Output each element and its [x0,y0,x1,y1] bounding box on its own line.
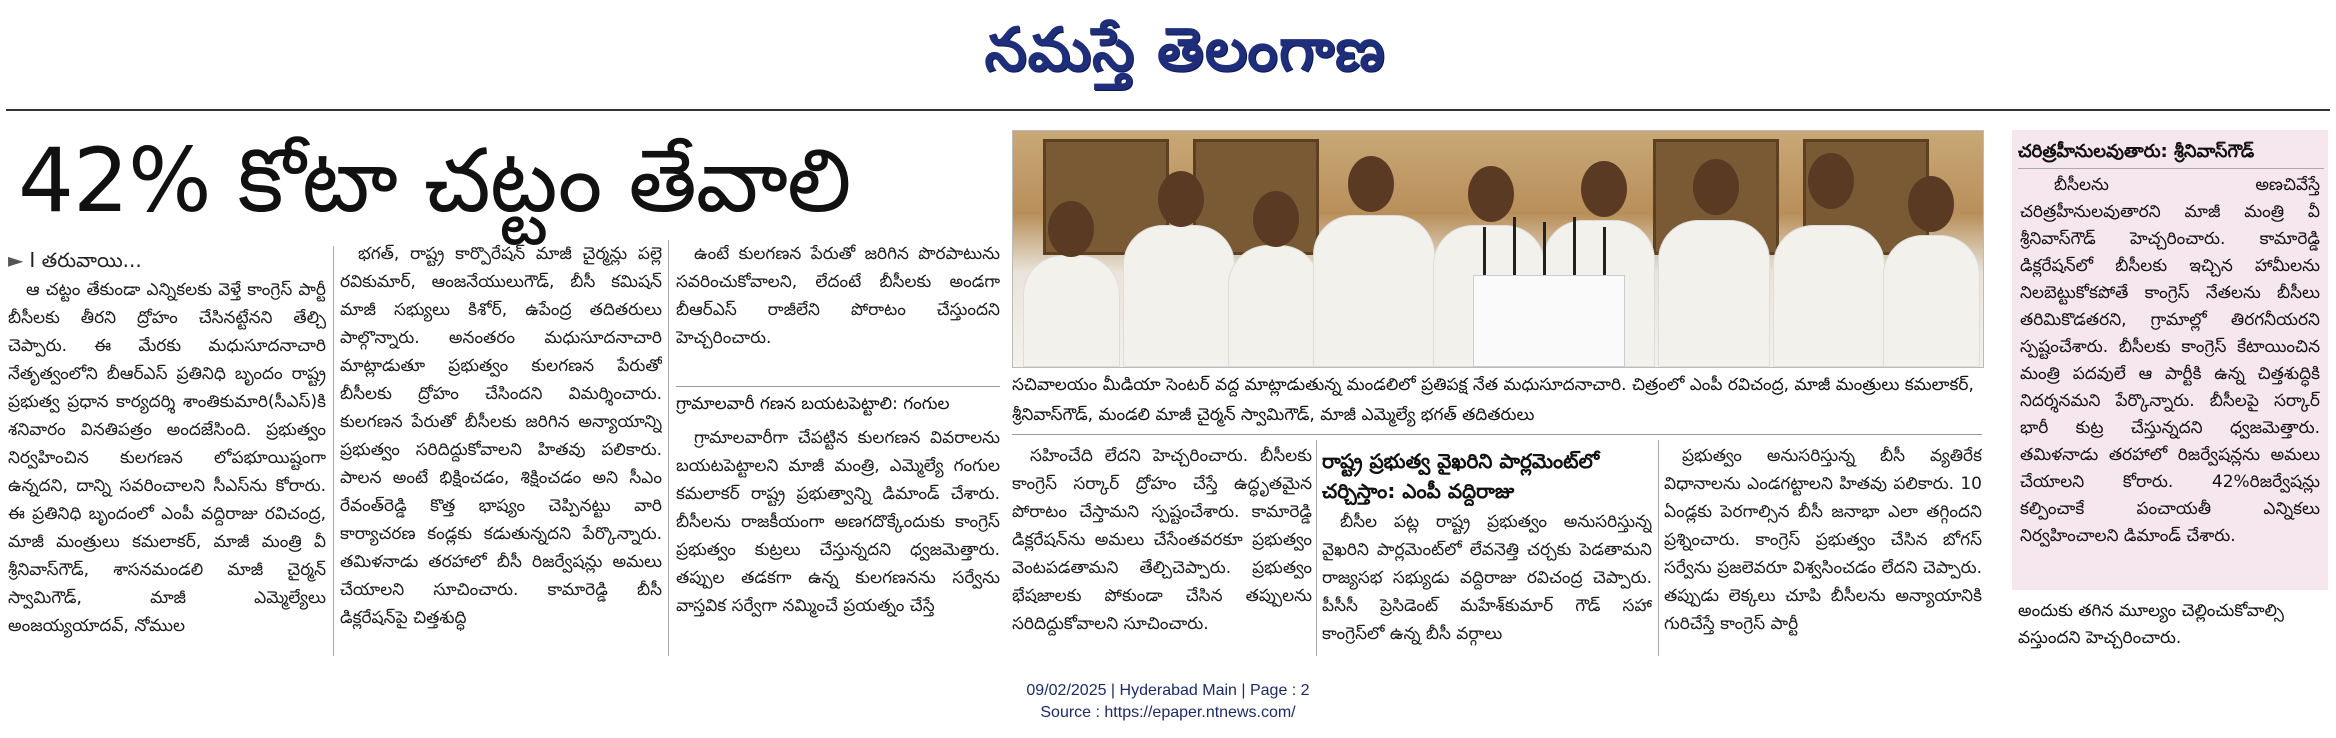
photo-caption: సచివాలయం మీడియా సెంటర్ వద్ద మాట్లాడుతున్న మండలిలో ప్రతిపక్ష నేత మధుసూదనాచారి. చిత్రంలో ఎంపీ రవిచంద్ర, మాజీ మంత్రులు కమలాకర్, శ్రీనివాస్‌గౌడ్, మండలి మాజీ చైర్మన్ స్వామిగౌడ్, మాజీ ఎమ్మెల్యే భగత్ తదితరులు [1012,370,1982,435]
article-column-6 [1664,442,1982,656]
column-text: ప్రభుత్వం అనుసరిస్తున్న బీసీ వ్యతిరేక విధానాలను ఎండగట్టాలని హితవు పలికారు. 10 ఏండ్లకు పెరగాల్సిన బీసీ జనాభా ఎలా తగ్గిందని ప్రశ్నించారు. కాంగ్రెస్ ప్రభుత్వం చేసిన బోగస్ సర్వేను ప్రజలెవరూ విశ్వసించడం లేదని చెప్పారు. తప్పుడు లెక్కలు చూపి బీసీలను అన్యాయానికి గురిచేస్తే కాంగ్రెస్ పార్టీ [1664,446,1982,634]
sidebar-title: చరిత్రహీనులవుతారు: శ్రీనివాస్‌గౌడ్ [2018,136,2324,169]
column-text: భగత్, రాష్ట్ర కార్పొరేషన్ మాజీ చైర్మన్లు పల్లె రవికుమార్, ఆంజనేయులుగౌడ్, బీసీ కమిషన్ మాజీ సభ్యులు కిశోర్, ఉపేంద్ర తదితరులు పాల్గొన్నారు. అనంతరం మధుసూదనాచారి మాట్లాడుతూ ప్రభుత్వం కులగణన పేరుతో బీసీలకు ద్రోహం చేసిందని విమర్శించారు. కులగణన పేరుతో బీసీలకు జరిగిన అన్యాయాన్ని ప్రభుత్వం సరిదిద్దుకోవాలని హితవు పలికారు. పాలన అంటే భిక్షించడం, శిక్షించడం అని సీఎం రేవంత్‌రెడ్డి కొత్త భాష్యం చెప్పినట్టు వారి కార్యాచరణ కండ్లకు కడుతున్నదని పేర్కొన్నారు. తమిళనాడు తరహాలో బీసీ రిజర్వేషన్లు అమలు చేయాలని సూచించారు. కామారెడ్డి బీసీ డిక్లరేషన్‌పై చిత్తశుద్ధి [340,244,662,628]
sidebar-body [2020,172,2320,582]
continuation-text: అందుకు తగిన మూల్యం చెల్లించుకోవాల్సి వస్తుందని హెచ్చరించారు. [2018,601,2284,648]
kicker-text: I తరువాయి... [29,248,142,272]
column-text: ఆ చట్టం తేకుండా ఎన్నికలకు వెళ్తే కాంగ్రెస్ పార్టీ బీసీలకు తీరని ద్రోహం చేసినట్టేనని తేల్చి చెప్పారు. ఈ మేరకు మధుసూదనాచారి నేతృత్వంలోని బీఆర్ఎస్ ప్రతినిధి బృందం రాష్ట్ర ప్రభుత్వ ప్రధాన కార్యదర్శి శాంతికుమారి(సీఎస్)కి శనివారం వినతిపత్రం అందజేసింది. ప్రభుత్వం నిర్వహించిన కులగణన లోపభూయిష్టంగా ఉన్నదని, దాన్ని సవరించాలని సీఎస్‌ను కోరారు. ఈ ప్రతినిధి బృందంలో ఎంపీ వద్దిరాజు రవిచంద్ర, మాజీ మంత్రులు కమలాకర్, మాజీ మంత్రి వీ శ్రీనివాస్‌గౌడ్, శాసనమండలి మాజీ చైర్మన్ స్వామిగౌడ్, మాజీ ఎమ్మెల్యేలు అంజయ్యయాదవ్, నోముల [8,280,326,636]
article-column-1 [8,276,326,656]
article-column-3-top [676,240,1000,352]
column-divider [1316,440,1317,656]
masthead [0,0,2336,108]
article-column-2 [340,240,662,656]
news-photo [1012,130,1984,368]
footer-source-line: Source : https://epaper.ntnews.com/ [1040,704,1296,721]
footer-date-line: 09/02/2025 | Hyderabad Main | Page : 2 [1026,682,1310,699]
column-text: ఉంటే కులగణన పేరుతో జరిగిన పొరపాటును సవరించుకోవాలని, లేదంటే బీసీలకు అండగా బీఆర్ఎస్ రాజీలేని పోరాటం చేస్తుందని హెచ్చరించారు. [676,244,1000,348]
masthead-divider [6,109,2330,111]
chevron-right-icon: ► [8,248,24,272]
article-column-5 [1322,508,1652,656]
column-text: గ్రామాలవారీగా చేపట్టిన కులగణన వివరాలను బయటపెట్టాలని మాజీ మంత్రి, ఎమ్మెల్యే గంగుల కమలాకర్ రాష్ట్ర ప్రభుత్వాన్ని డిమాండ్ చేశారు. బీసీలను రాజకీయంగా అణగదొక్కేందుకు కాంగ్రెస్ ప్రభుత్వం కుట్రలు చేస్తున్నదని ధ్వజమెత్తారు. తప్పుల తడకగా ఉన్న కులగణనను సర్వేను వాస్తవిక సర్వేగా నమ్మించే ప్రయత్నం చేస్తే [676,428,1000,616]
column-divider [1658,440,1659,656]
subhead-parliament: రాష్ట్ర ప్రభుత్వ వైఖరిని పార్లమెంట్‌లో చర్చిస్తాం: ఎంపీ వద్దిరాజు [1322,449,1600,503]
column-text: బీసీల పట్ల రాష్ట్ర ప్రభుత్వం అనుసరిస్తున్న వైఖరిని పార్లమెంట్‌లో లేవనెత్తి చర్చకు పెడతామని రాజ్యసభ సభ్యుడు వద్దిరాజు రవిచంద్ర చెప్పారు. పీసీసీ ప్రెసిడెంట్ మహేశ్‌కుమార్ గౌడ్ సహా కాంగ్రెస్‌లో ఉన్న బీసీ వర్గాలు [1322,512,1652,644]
article-column-4 [1012,442,1312,656]
article-column-3-bottom [676,424,1000,656]
column-divider [333,246,334,656]
column-divider [668,240,669,656]
article-headline: 42% కోటా చట్టం తేవాలి [18,129,851,232]
sidebar-text: బీసీలను అణచివేస్తే చరిత్రహీనులవుతారని మాజీ మంత్రి వీ శ్రీనివాస్‌గౌడ్ హెచ్చరించారు. కామారెడ్డి డిక్లరేషన్‌లో బీసీలకు ఇచ్చిన హామీలను నిలబెట్టుకోకపోతే కాంగ్రెస్ నేతలను బీసీలు తరిమికొడతరని, గ్రామాల్లో తిరగనీయరని స్పష్టంచేశారు. బీసీలకు కాంగ్రెస్ కేటాయించిన మంత్రి పదవులే ఆ పార్టీకి ఉన్న చిత్తశుద్ధికి నిదర్శనమని పేర్కొన్నారు. బీసీలపై సర్కార్ భారీ కుట్ర చేస్తున్నదని ధ్వజమెత్తారు. తమిళనాడు తరహాలో రిజర్వేషన్లను అమలు చేయాలని కోరారు. 42%రిజర్వేషన్లు కల్పించాకే పంచాయతీ ఎన్నికలు నిర్వహించాలని డిమాండ్ చేశారు. [2020,175,2320,546]
column-text: సహించేది లేదని హెచ్చరించారు. బీసీలకు కాంగ్రెస్ సర్కార్ ద్రోహం చేస్తే ఉద్ధృతమైన పోరాటం చేస్తామని స్పష్టంచేశారు. కామారెడ్డి డిక్లరేషన్‌ను అమలు చేసేంతవరకూ ప్రభుత్వం వెంటపడతామని తేల్చిచెప్పారు. ప్రభుత్వం భేషజాలకు పోకుండా చేసిన తప్పులను సరిదిద్దుకోవాలని సూచించారు. [1012,446,1312,634]
continued-kicker [8,246,142,274]
subhead-gangula: గ్రామాలవారీ గణన బయటపెట్టాలి: గంగుల [676,386,1000,421]
newspaper-logo: నమస్తే తెలంగాణ [984,15,1386,85]
